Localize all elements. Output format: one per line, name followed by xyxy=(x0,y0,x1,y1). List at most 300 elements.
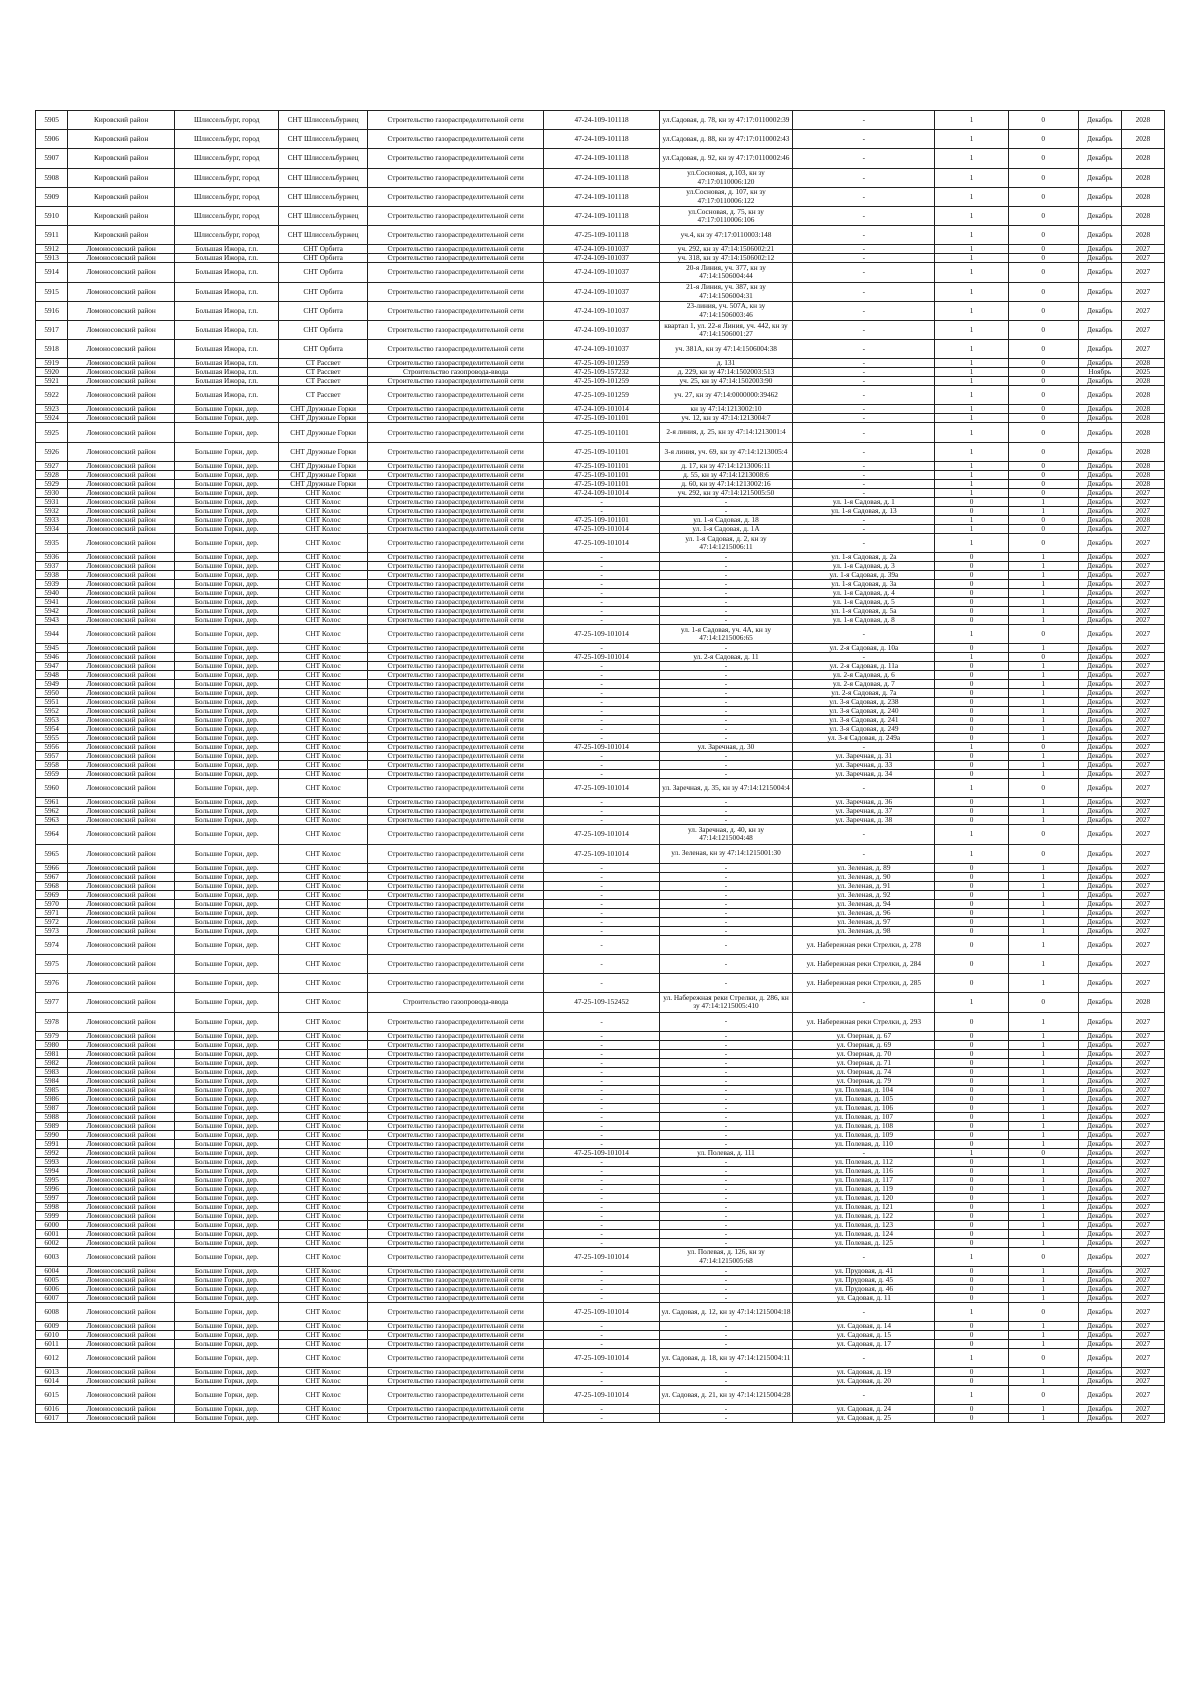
snt-name-cell: СНТ Колос xyxy=(279,844,367,863)
snt-name-cell: СНТ Колос xyxy=(279,1193,367,1202)
object-code-cell: - xyxy=(544,662,659,671)
cadastral-address-cell: - xyxy=(659,680,793,689)
year-cell: 2028 xyxy=(1121,226,1164,245)
snt-name-cell: СНТ Колос xyxy=(279,671,367,680)
work-type-cell: Строительство газораспределительной сети xyxy=(367,1220,544,1229)
work-type-cell: Строительство газораспределительной сети xyxy=(367,1112,544,1121)
cadastral-address-cell: 3-я линия, уч. 69, кн зу 47:14:1213005:4 xyxy=(659,442,793,461)
district-cell: Ломоносовский район xyxy=(68,807,175,816)
settlement-cell: Большие Горки, дер. xyxy=(174,506,278,515)
settlement-cell: Большие Горки, дер. xyxy=(174,1166,278,1175)
table-row xyxy=(36,359,1165,368)
table-row xyxy=(36,1031,1165,1040)
settlement-cell: Большие Горки, дер. xyxy=(174,1130,278,1139)
month-cell: Декабрь xyxy=(1078,680,1121,689)
district-cell: Ломоносовский район xyxy=(68,301,175,320)
object-code-cell: - xyxy=(544,1340,659,1349)
year-cell: 2027 xyxy=(1121,1040,1164,1049)
object-code-cell: - xyxy=(544,716,659,725)
table-row xyxy=(36,872,1165,881)
work-type-cell: Строительство газораспределительной сети xyxy=(367,779,544,798)
snt-name-cell: СНТ Шлиссельбуржец xyxy=(279,206,367,225)
row-number-cell: 5961 xyxy=(36,798,68,807)
count-b-cell: 0 xyxy=(1008,461,1078,470)
count-b-cell: 0 xyxy=(1008,488,1078,497)
count-a-cell: 0 xyxy=(935,1184,1008,1193)
snt-name-cell: СНТ Колос xyxy=(279,1414,367,1423)
month-cell: Декабрь xyxy=(1078,111,1121,130)
count-b-cell: 0 xyxy=(1008,187,1078,206)
table-row xyxy=(36,386,1165,405)
month-cell: Декабрь xyxy=(1078,1157,1121,1166)
month-cell: Декабрь xyxy=(1078,1275,1121,1284)
settlement-cell: Большая Ижора, г.п. xyxy=(174,377,278,386)
cadastral-address-cell: - xyxy=(659,1031,793,1040)
district-cell: Кировский район xyxy=(68,226,175,245)
year-cell: 2027 xyxy=(1121,1266,1164,1275)
work-type-cell: Строительство газораспределительной сети xyxy=(367,1340,544,1349)
cadastral-address-cell: - xyxy=(659,816,793,825)
snt-name-cell: СНТ Колос xyxy=(279,974,367,993)
row-number-cell: 6013 xyxy=(36,1368,68,1377)
row-number-cell: 5932 xyxy=(36,506,68,515)
district-cell: Ломоносовский район xyxy=(68,524,175,533)
count-a-cell: 0 xyxy=(935,807,1008,816)
row-number-cell: 5967 xyxy=(36,872,68,881)
count-b-cell: 1 xyxy=(1008,1238,1078,1247)
row-number-cell: 5987 xyxy=(36,1103,68,1112)
work-type-cell: Строительство газораспределительной сети xyxy=(367,301,544,320)
month-cell: Декабрь xyxy=(1078,149,1121,168)
address-cell: ул. Зеленая, д. 96 xyxy=(793,908,935,917)
row-number-cell: 6007 xyxy=(36,1293,68,1302)
table-row xyxy=(36,743,1165,752)
table-row xyxy=(36,282,1165,301)
month-cell: Декабрь xyxy=(1078,935,1121,954)
count-a-cell: 0 xyxy=(935,890,1008,899)
work-type-cell: Строительство газораспределительной сети xyxy=(367,653,544,662)
count-a-cell: 0 xyxy=(935,798,1008,807)
table-row xyxy=(36,1368,1165,1377)
row-number-cell: 5948 xyxy=(36,671,68,680)
count-a-cell: 0 xyxy=(935,1193,1008,1202)
table-row xyxy=(36,993,1165,1012)
snt-name-cell: СНТ Колос xyxy=(279,653,367,662)
object-code-cell: 47-25-109-101014 xyxy=(544,625,659,644)
year-cell: 2027 xyxy=(1121,844,1164,863)
object-code-cell: - xyxy=(544,935,659,954)
row-number-cell: 6005 xyxy=(36,1275,68,1284)
count-a-cell: 1 xyxy=(935,263,1008,282)
work-type-cell: Строительство газораспределительной сети xyxy=(367,1331,544,1340)
snt-name-cell: СНТ Колос xyxy=(279,752,367,761)
count-b-cell: 1 xyxy=(1008,752,1078,761)
work-type-cell: Строительство газораспределительной сети xyxy=(367,707,544,716)
row-number-cell: 6017 xyxy=(36,1414,68,1423)
district-cell: Ломоносовский район xyxy=(68,562,175,571)
address-cell: - xyxy=(793,479,935,488)
address-cell: - xyxy=(793,653,935,662)
table-row xyxy=(36,1405,1165,1414)
work-type-cell: Строительство газораспределительной сети xyxy=(367,954,544,973)
year-cell: 2027 xyxy=(1121,553,1164,562)
address-cell: ул. 3-я Садовая, д. 240 xyxy=(793,707,935,716)
count-b-cell: 1 xyxy=(1008,1121,1078,1130)
address-cell: ул. Зеленая, д. 89 xyxy=(793,863,935,872)
row-number-cell: 6011 xyxy=(36,1340,68,1349)
count-a-cell: 1 xyxy=(935,524,1008,533)
cadastral-address-cell: ул. Садовая, д. 21, кн зу 47:14:1215004:28 xyxy=(659,1386,793,1405)
row-number-cell: 6004 xyxy=(36,1266,68,1275)
table-row xyxy=(36,1058,1165,1067)
row-number-cell: 5911 xyxy=(36,226,68,245)
snt-name-cell: СНТ Колос xyxy=(279,1112,367,1121)
cadastral-address-cell: кн зу 47:14:1213002:10 xyxy=(659,405,793,414)
year-cell: 2027 xyxy=(1121,1340,1164,1349)
work-type-cell: Строительство газораспределительной сети xyxy=(367,844,544,863)
cadastral-address-cell: - xyxy=(659,1184,793,1193)
row-number-cell: 5928 xyxy=(36,470,68,479)
settlement-cell: Большие Горки, дер. xyxy=(174,890,278,899)
work-type-cell: Строительство газораспределительной сети xyxy=(367,1139,544,1148)
snt-name-cell: СНТ Колос xyxy=(279,1322,367,1331)
district-cell: Ломоносовский район xyxy=(68,954,175,973)
work-type-cell: Строительство газораспределительной сети xyxy=(367,1386,544,1405)
snt-name-cell: СТ Рассвет xyxy=(279,386,367,405)
row-number-cell: 5935 xyxy=(36,533,68,552)
cadastral-address-cell: - xyxy=(659,580,793,589)
count-b-cell: 1 xyxy=(1008,1076,1078,1085)
cadastral-address-cell: - xyxy=(659,926,793,935)
table-row xyxy=(36,1340,1165,1349)
year-cell: 2027 xyxy=(1121,1067,1164,1076)
snt-name-cell: СНТ Колос xyxy=(279,881,367,890)
work-type-cell: Строительство газораспределительной сети xyxy=(367,974,544,993)
year-cell: 2028 xyxy=(1121,461,1164,470)
district-cell: Ломоносовский район xyxy=(68,770,175,779)
month-cell: Декабрь xyxy=(1078,524,1121,533)
count-a-cell: 1 xyxy=(935,743,1008,752)
snt-name-cell: СНТ Колос xyxy=(279,872,367,881)
table-row xyxy=(36,680,1165,689)
row-number-cell: 5962 xyxy=(36,807,68,816)
count-a-cell: 0 xyxy=(935,1284,1008,1293)
row-number-cell: 5968 xyxy=(36,881,68,890)
snt-name-cell: СНТ Колос xyxy=(279,1040,367,1049)
year-cell: 2028 xyxy=(1121,386,1164,405)
count-a-cell: 0 xyxy=(935,1275,1008,1284)
table-row xyxy=(36,1067,1165,1076)
district-cell: Ломоносовский район xyxy=(68,1211,175,1220)
row-number-cell: 5937 xyxy=(36,562,68,571)
settlement-cell: Большие Горки, дер. xyxy=(174,524,278,533)
object-code-cell: - xyxy=(544,1040,659,1049)
month-cell: Декабрь xyxy=(1078,698,1121,707)
address-cell: - xyxy=(793,386,935,405)
address-cell: ул. 1-я Садовая, д. 5а xyxy=(793,607,935,616)
object-code-cell: 47-25-109-101014 xyxy=(544,844,659,863)
district-cell: Ломоносовский район xyxy=(68,1386,175,1405)
settlement-cell: Большие Горки, дер. xyxy=(174,1293,278,1302)
table-row xyxy=(36,571,1165,580)
year-cell: 2028 xyxy=(1121,168,1164,187)
month-cell: Декабрь xyxy=(1078,1322,1121,1331)
address-cell: ул. 1-я Садовая, д. 1 xyxy=(793,497,935,506)
district-cell: Ломоносовский район xyxy=(68,320,175,339)
count-a-cell: 1 xyxy=(935,1148,1008,1157)
address-cell: ул. 1-я Садовая, д. 3 xyxy=(793,562,935,571)
month-cell: Декабрь xyxy=(1078,926,1121,935)
year-cell: 2027 xyxy=(1121,1175,1164,1184)
object-code-cell: - xyxy=(544,770,659,779)
month-cell: Декабрь xyxy=(1078,779,1121,798)
snt-name-cell: СНТ Колос xyxy=(279,993,367,1012)
table-row xyxy=(36,761,1165,770)
cadastral-address-cell: ул. 1-я Садовая, уч. 4А, кн зу 47:14:1215006:65 xyxy=(659,625,793,644)
object-code-cell: - xyxy=(544,1229,659,1238)
work-type-cell: Строительство газораспределительной сети xyxy=(367,890,544,899)
table-row xyxy=(36,580,1165,589)
count-b-cell: 1 xyxy=(1008,807,1078,816)
cadastral-address-cell: - xyxy=(659,1340,793,1349)
row-number-cell: 5988 xyxy=(36,1112,68,1121)
count-a-cell: 0 xyxy=(935,1293,1008,1302)
cadastral-address-cell: - xyxy=(659,725,793,734)
cadastral-address-cell: - xyxy=(659,644,793,653)
district-cell: Ломоносовский район xyxy=(68,1130,175,1139)
district-cell: Ломоносовский район xyxy=(68,707,175,716)
count-a-cell: 1 xyxy=(935,993,1008,1012)
address-cell: ул. Полевая, д. 123 xyxy=(793,1220,935,1229)
count-a-cell: 0 xyxy=(935,725,1008,734)
count-b-cell: 1 xyxy=(1008,926,1078,935)
row-number-cell: 5992 xyxy=(36,1148,68,1157)
year-cell: 2028 xyxy=(1121,149,1164,168)
district-cell: Ломоносовский район xyxy=(68,1377,175,1386)
address-cell: - xyxy=(793,625,935,644)
object-code-cell: 47-25-109-101014 xyxy=(544,743,659,752)
count-a-cell: 1 xyxy=(935,844,1008,863)
object-code-cell: - xyxy=(544,571,659,580)
address-cell: ул. Садовая, д. 17 xyxy=(793,1340,935,1349)
address-cell: ул. Заречная, д. 34 xyxy=(793,770,935,779)
settlement-cell: Большие Горки, дер. xyxy=(174,616,278,625)
count-b-cell: 1 xyxy=(1008,607,1078,616)
address-cell: ул. Полевая, д. 106 xyxy=(793,1103,935,1112)
settlement-cell: Большие Горки, дер. xyxy=(174,680,278,689)
snt-name-cell: СНТ Дружные Горки xyxy=(279,405,367,414)
row-number-cell: 5953 xyxy=(36,716,68,725)
row-number-cell: 5983 xyxy=(36,1067,68,1076)
district-cell: Ломоносовский район xyxy=(68,974,175,993)
year-cell: 2027 xyxy=(1121,825,1164,844)
settlement-cell: Большие Горки, дер. xyxy=(174,779,278,798)
snt-name-cell: СНТ Колос xyxy=(279,1058,367,1067)
object-code-cell: - xyxy=(544,1166,659,1175)
district-cell: Ломоносовский район xyxy=(68,1112,175,1121)
district-cell: Ломоносовский район xyxy=(68,881,175,890)
object-code-cell: 47-25-109-101014 xyxy=(544,533,659,552)
table-row xyxy=(36,263,1165,282)
snt-name-cell: СНТ Колос xyxy=(279,770,367,779)
settlement-cell: Большие Горки, дер. xyxy=(174,816,278,825)
snt-name-cell: СНТ Колос xyxy=(279,533,367,552)
year-cell: 2027 xyxy=(1121,644,1164,653)
object-code-cell: - xyxy=(544,1293,659,1302)
count-b-cell: 0 xyxy=(1008,993,1078,1012)
table-row xyxy=(36,497,1165,506)
count-a-cell: 1 xyxy=(935,1247,1008,1266)
cadastral-address-cell: - xyxy=(659,1322,793,1331)
count-a-cell: 0 xyxy=(935,1049,1008,1058)
cadastral-address-cell: - xyxy=(659,954,793,973)
year-cell: 2027 xyxy=(1121,863,1164,872)
district-cell: Ломоносовский район xyxy=(68,1368,175,1377)
row-number-cell: 5960 xyxy=(36,779,68,798)
settlement-cell: Шлиссельбург, город xyxy=(174,226,278,245)
month-cell: Декабрь xyxy=(1078,1031,1121,1040)
row-number-cell: 5957 xyxy=(36,752,68,761)
count-b-cell: 0 xyxy=(1008,301,1078,320)
district-cell: Кировский район xyxy=(68,149,175,168)
count-b-cell: 1 xyxy=(1008,1184,1078,1193)
table-row xyxy=(36,917,1165,926)
year-cell: 2027 xyxy=(1121,625,1164,644)
cadastral-address-cell: - xyxy=(659,698,793,707)
table-row xyxy=(36,340,1165,359)
cadastral-address-cell: ул. 1-я Садовая, д. 1А xyxy=(659,524,793,533)
row-number-cell: 5927 xyxy=(36,461,68,470)
object-code-cell: - xyxy=(544,1076,659,1085)
settlement-cell: Большие Горки, дер. xyxy=(174,1405,278,1414)
district-cell: Ломоносовский район xyxy=(68,899,175,908)
snt-name-cell: СНТ Колос xyxy=(279,761,367,770)
month-cell: Декабрь xyxy=(1078,226,1121,245)
year-cell: 2027 xyxy=(1121,340,1164,359)
object-code-cell: - xyxy=(544,607,659,616)
month-cell: Декабрь xyxy=(1078,423,1121,442)
table-row xyxy=(36,974,1165,993)
year-cell: 2028 xyxy=(1121,515,1164,524)
settlement-cell: Большие Горки, дер. xyxy=(174,488,278,497)
settlement-cell: Большие Горки, дер. xyxy=(174,1139,278,1148)
address-cell: ул. Заречная, д. 36 xyxy=(793,798,935,807)
count-a-cell: 0 xyxy=(935,616,1008,625)
table-row xyxy=(36,1157,1165,1166)
snt-name-cell: СНТ Колос xyxy=(279,816,367,825)
district-cell: Ломоносовский район xyxy=(68,1193,175,1202)
table-row xyxy=(36,1085,1165,1094)
district-cell: Кировский район xyxy=(68,168,175,187)
district-cell: Ломоносовский район xyxy=(68,716,175,725)
district-cell: Ломоносовский район xyxy=(68,423,175,442)
month-cell: Декабрь xyxy=(1078,377,1121,386)
count-b-cell: 0 xyxy=(1008,149,1078,168)
count-b-cell: 1 xyxy=(1008,598,1078,607)
row-number-cell: 5949 xyxy=(36,680,68,689)
cadastral-address-cell: - xyxy=(659,1202,793,1211)
snt-name-cell: СНТ Колос xyxy=(279,553,367,562)
table-row xyxy=(36,844,1165,863)
table-row xyxy=(36,1148,1165,1157)
year-cell: 2028 xyxy=(1121,423,1164,442)
object-code-cell: - xyxy=(544,881,659,890)
object-code-cell: - xyxy=(544,1331,659,1340)
count-a-cell: 0 xyxy=(935,1103,1008,1112)
address-cell: - xyxy=(793,1349,935,1368)
table-row xyxy=(36,1238,1165,1247)
count-b-cell: 0 xyxy=(1008,254,1078,263)
object-code-cell: 47-25-109-101118 xyxy=(544,226,659,245)
count-b-cell: 1 xyxy=(1008,1377,1078,1386)
object-code-cell: - xyxy=(544,1322,659,1331)
count-a-cell: 1 xyxy=(935,825,1008,844)
work-type-cell: Строительство газораспределительной сети xyxy=(367,1175,544,1184)
cadastral-address-cell: - xyxy=(659,1293,793,1302)
cadastral-address-cell: 2-я линия, д. 25, кн зу 47:14:1213001:4 xyxy=(659,423,793,442)
count-a-cell: 1 xyxy=(935,301,1008,320)
object-code-cell: - xyxy=(544,1211,659,1220)
object-code-cell: 47-24-109-101037 xyxy=(544,320,659,339)
month-cell: Декабрь xyxy=(1078,282,1121,301)
object-code-cell: 47-25-109-101101 xyxy=(544,423,659,442)
count-b-cell: 1 xyxy=(1008,1031,1078,1040)
count-b-cell: 1 xyxy=(1008,1322,1078,1331)
count-b-cell: 1 xyxy=(1008,553,1078,562)
district-cell: Ломоносовский район xyxy=(68,607,175,616)
year-cell: 2027 xyxy=(1121,890,1164,899)
cadastral-address-cell: ул. 1-я Садовая, д. 2, кн зу 47:14:1215006:11 xyxy=(659,533,793,552)
year-cell: 2027 xyxy=(1121,1331,1164,1340)
row-number-cell: 5930 xyxy=(36,488,68,497)
count-b-cell: 1 xyxy=(1008,725,1078,734)
cadastral-address-cell: д. 131 xyxy=(659,359,793,368)
table-row xyxy=(36,254,1165,263)
address-cell: - xyxy=(793,825,935,844)
work-type-cell: Строительство газораспределительной сети xyxy=(367,899,544,908)
row-number-cell: 5907 xyxy=(36,149,68,168)
row-number-cell: 5922 xyxy=(36,386,68,405)
table-row xyxy=(36,1049,1165,1058)
row-number-cell: 5947 xyxy=(36,662,68,671)
object-code-cell: - xyxy=(544,1157,659,1166)
count-b-cell: 0 xyxy=(1008,779,1078,798)
work-type-cell: Строительство газораспределительной сети xyxy=(367,908,544,917)
district-cell: Ломоносовский район xyxy=(68,533,175,552)
address-cell: ул. Набережная реки Стрелки, д. 278 xyxy=(793,935,935,954)
snt-name-cell: СНТ Колос xyxy=(279,562,367,571)
settlement-cell: Большие Горки, дер. xyxy=(174,1211,278,1220)
table-row xyxy=(36,1284,1165,1293)
district-cell: Ломоносовский район xyxy=(68,993,175,1012)
count-b-cell: 1 xyxy=(1008,863,1078,872)
district-cell: Ломоносовский район xyxy=(68,571,175,580)
cadastral-address-cell: ул.Сосновая, д.103, кн зу 47:17:0110006:120 xyxy=(659,168,793,187)
year-cell: 2027 xyxy=(1121,671,1164,680)
table-row xyxy=(36,1076,1165,1085)
table-row xyxy=(36,863,1165,872)
snt-name-cell: СНТ Дружные Горки xyxy=(279,414,367,423)
year-cell: 2027 xyxy=(1121,1076,1164,1085)
count-a-cell: 0 xyxy=(935,1157,1008,1166)
row-number-cell: 5956 xyxy=(36,743,68,752)
work-type-cell: Строительство газораспределительной сети xyxy=(367,470,544,479)
district-cell: Ломоносовский район xyxy=(68,653,175,662)
address-cell: ул. 3-я Садовая, д. 249 xyxy=(793,725,935,734)
work-type-cell: Строительство газораспределительной сети xyxy=(367,206,544,225)
settlement-cell: Шлиссельбург, город xyxy=(174,130,278,149)
object-code-cell: - xyxy=(544,1377,659,1386)
